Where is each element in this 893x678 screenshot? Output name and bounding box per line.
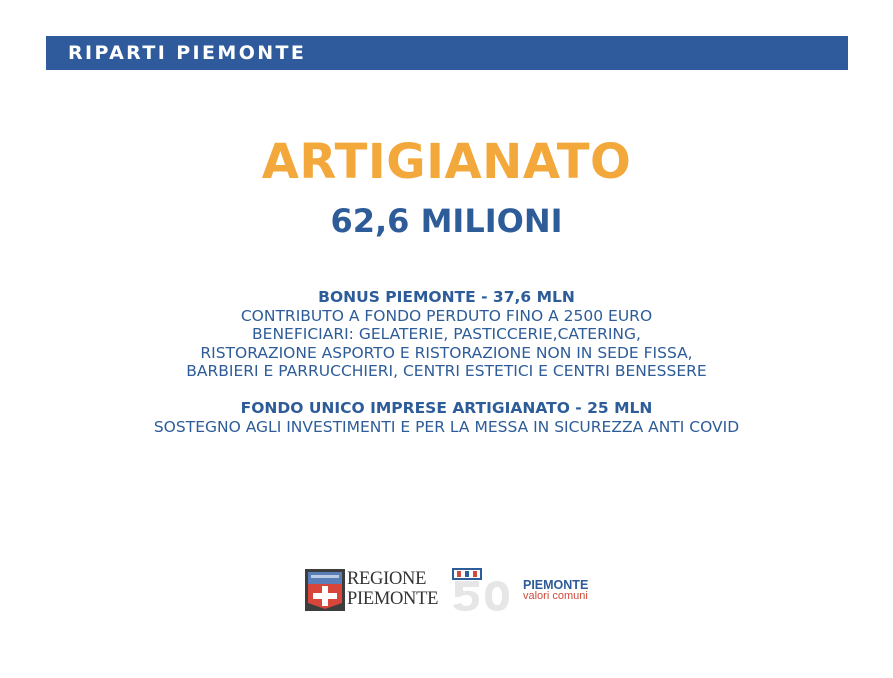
header-title: RIPARTI PIEMONTE xyxy=(68,42,307,64)
section-heading: BONUS PIEMONTE - 37,6 MLN xyxy=(318,288,575,306)
header-bar xyxy=(46,36,848,70)
section-heading: FONDO UNICO IMPRESE ARTIGIANATO - 25 MLN xyxy=(240,399,653,417)
section-line: BENEFICIARI: GELATERIE, PASTICCERIE,CATERING, xyxy=(252,325,641,343)
anniversary-logo xyxy=(451,567,611,613)
section-line: SOSTEGNO AGLI INVESTIMENTI E PER LA MESSA IN SICUREZZA ANTI COVID xyxy=(153,417,740,436)
section-bonus-piemonte xyxy=(0,288,893,381)
regione-logo-line: PIEMONTE xyxy=(347,589,439,609)
fifty-anniversary-icon xyxy=(451,567,521,613)
section-line: BARBIERI E PARRUCCHIERI, CENTRI ESTETICI E CENTRI BENESSERE xyxy=(186,362,707,380)
regione-shield-icon xyxy=(305,569,345,611)
anniversary-subtitle: valori comuni xyxy=(523,590,588,602)
regione-piemonte-logo xyxy=(305,569,440,611)
section-fondo-unico xyxy=(0,399,893,436)
section-line: CONTRIBUTO A FONDO PERDUTO FINO A 2500 EURO xyxy=(240,306,653,325)
regione-logo-text xyxy=(347,569,438,609)
anniversary-name: PIEMONTE xyxy=(523,578,589,592)
total-amount: 62,6 MILIONI xyxy=(330,202,563,240)
page-title: ARTIGIANATO xyxy=(261,134,632,190)
regione-logo-line: REGIONE xyxy=(347,569,427,589)
section-line: RISTORAZIONE ASPORTO E RISTORAZIONE NON IN SEDE FISSA, xyxy=(200,343,693,362)
footer-logos xyxy=(305,567,605,613)
